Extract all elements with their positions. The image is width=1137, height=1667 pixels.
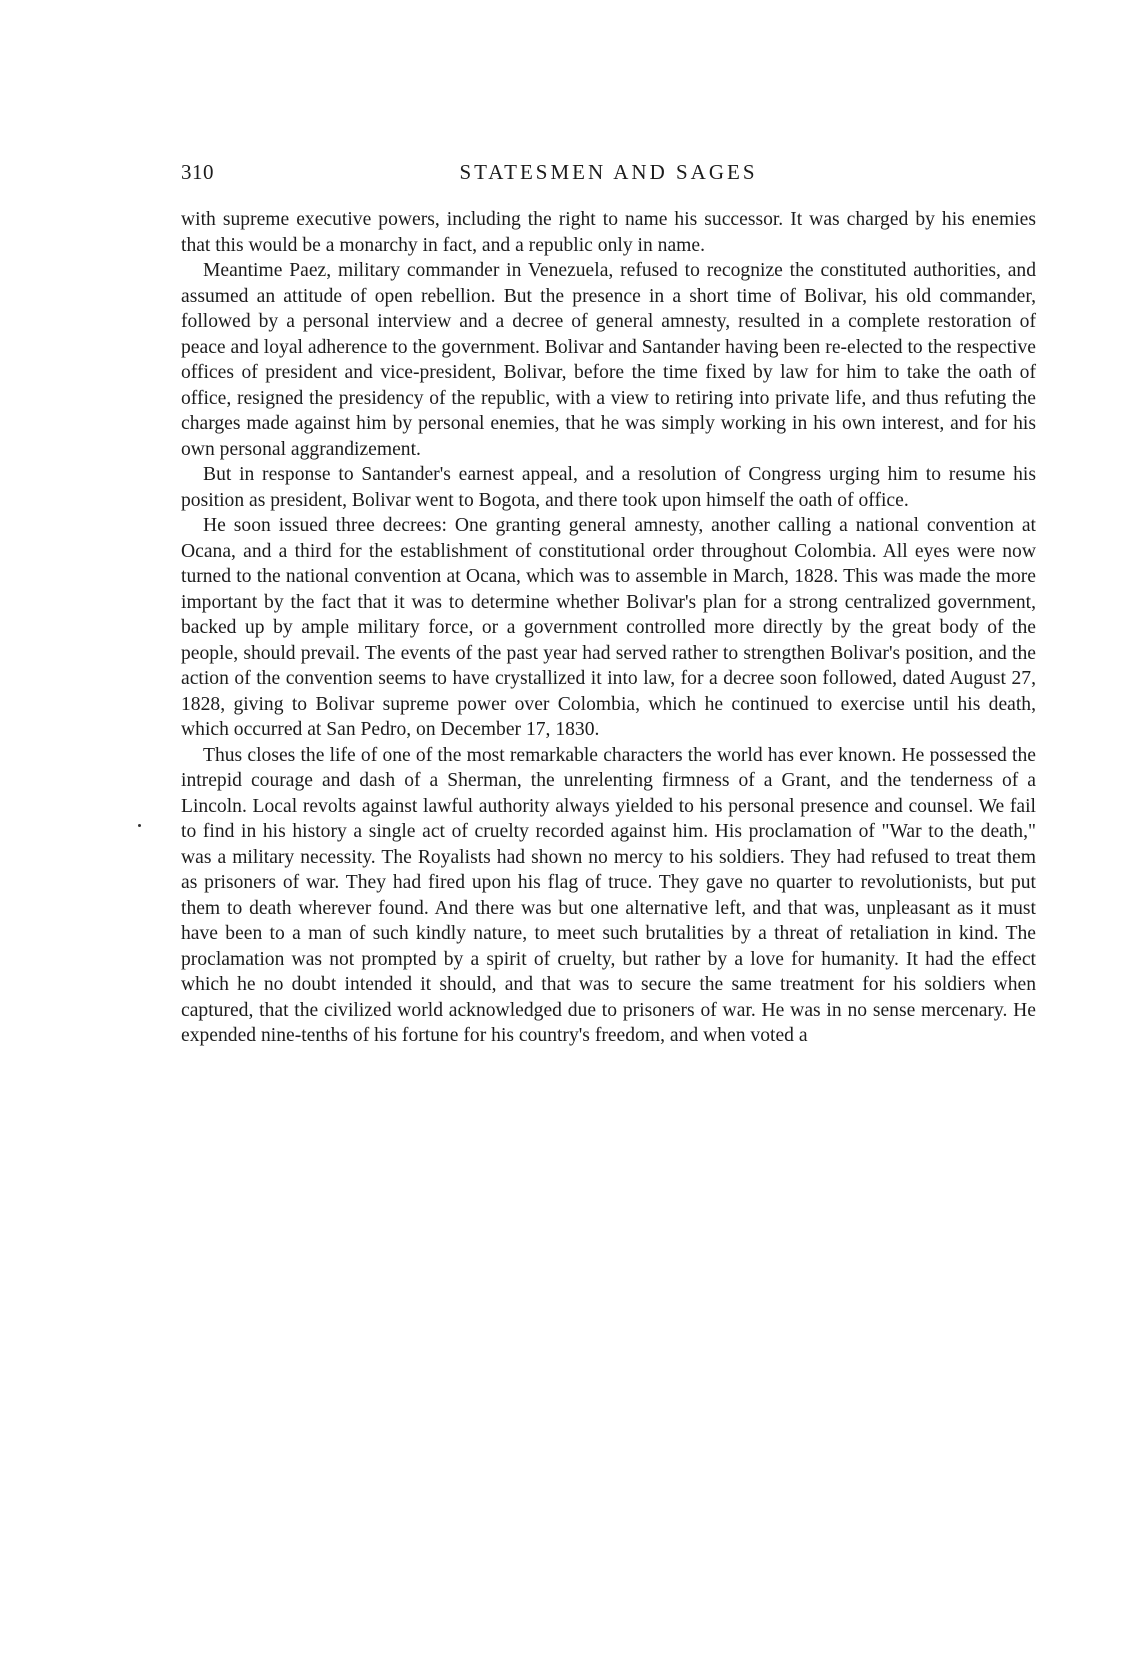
running-head bbox=[181, 160, 1036, 190]
paragraph-4: He soon issued three decrees: One granting general amnesty, another calling a national convention at Ocana, and a third for the establishment of constitutional order throughout Colombia. All eyes were now turned to the national convention at Ocana, which was to assemble in March, 1828. This was made the more important by the fact that it was to determine whether Bolivar's plan for a strong centralized government, backed up by ample military force, or a government controlled more directly by the great body of the people, should prevail. The events of the past year had served rather to strengthen Bolivar's position, and the action of the convention seems to have crystallized it into law, for a decree soon followed, dated August 27, 1828, giving to Bolivar supreme power over Colombia, which he continued to exercise until his death, which occurred at San Pedro, on December 17, 1830. bbox=[181, 515, 1036, 740]
paragraph-5: Thus closes the life of one of the most remarkable characters the world has ever known. He possessed the intrepid courage and dash of a Sherman, the unrelenting firmness of a Grant, and the tenderness of a Lincoln. Local revolts against lawful authority always yielded to his personal presence and counsel. We fail to find in his history a single act of cruelty recorded against him. His proclamation of "War to the death," was a military necessity. The Royalists had shown no mercy to his soldiers. They had refused to treat them as prisoners of war. They had fired upon his flag of truce. They gave no quarter to revolutionists, but put them to death wherever found. And there was but one alternative left, and that was, unpleasant as it must have been to a man of such kindly nature, to meet such brutalities by a threat of retaliation in kind. The proclamation was not prompted by a spirit of cruelty, but rather by a love for humanity. It had the effect which he no doubt intended it should, and that was to secure the same treatment for his soldiers when captured, that the civilized world acknowledged due to prisoners of war. He was in no sense mercenary. He expended nine-tenths of his fortune for his country's freedom, and when voted a bbox=[181, 744, 1036, 1046]
stray-mark bbox=[138, 824, 141, 827]
page-number: 310 bbox=[181, 160, 214, 184]
paragraph-3: But in response to Santander's earnest appeal, and a resolution of Congress urging him to resume his position as president, Bolivar went to Bogota, and there took upon himself the oath of office. bbox=[181, 464, 1036, 511]
paragraph-1: with supreme executive powers, including the right to name his successor. It was charged by his enemies that this would be a monarchy in fact, and a republic only in name. bbox=[181, 209, 1036, 256]
paragraph-2: Meantime Paez, military commander in Venezuela, refused to recognize the constituted authorities, and assumed an attitude of open rebellion. But the presence in a short time of Bolivar, his old commander, followed by a personal interview and a decree of general amnesty, resulted in a complete restoration of peace and loyal adherence to the government. Bolivar and Santander having been re-elected to the respective offices of president and vice-president, Bolivar, before the time fixed by law for him to take the oath of office, resigned the presidency of the republic, with a view to retiring into private life, and thus refuting the charges made against him by personal enemies, that he was simply working in his own interest, and for his own personal aggrandizement. bbox=[181, 260, 1036, 460]
body-text bbox=[181, 207, 1036, 1049]
running-title: STATESMEN AND SAGES bbox=[459, 160, 758, 184]
